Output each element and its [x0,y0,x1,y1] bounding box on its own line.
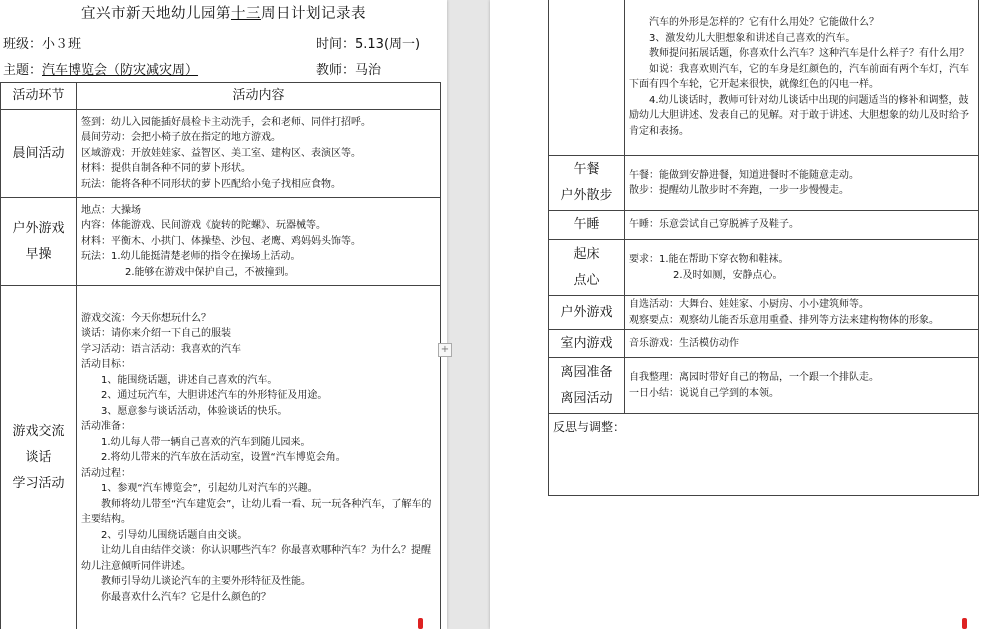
table-row [549,156,979,211]
table-row [549,296,979,330]
time-label: 时间：5.13(周一) [316,37,421,52]
row-label-departure: 离园准备 离园活动 [549,358,625,414]
expand-icon[interactable]: + [438,343,452,357]
plan-table-right [548,0,979,496]
document-page-right [490,0,1000,629]
header-activity-stage: 活动环节 [1,83,77,110]
table-row [549,414,979,496]
row-label-morning: 晨间活动 [1,110,77,198]
row-label-wakeup: 起床 点心 [549,240,625,296]
row-label-outdoor-game: 户外游戏 [549,296,625,330]
table-header-row [1,83,441,110]
table-row [549,358,979,414]
row-label-lunch: 午餐 户外散步 [549,156,625,211]
row-label-nap: 午睡 [549,211,625,240]
row-label-indoor-game: 室内游戏 [549,330,625,358]
teacher-label: 教师：马治 [316,63,382,78]
cursor-mark [962,618,967,629]
row-content-lunch: 午餐：能做到安静进餐，知道进餐时不能随意走动。 散步：提醒幼儿散步时不奔跑，一步一步慢慢走。 [625,156,979,211]
row-content-morning: 签到：幼儿入园能插好晨检卡主动洗手，会和老师、同伴打招呼。 晨间劳动：会把小椅子放在指定的地方游戏。 区域游戏：开放娃娃家、益智区、美工室、建构区、表演区等。 材料：提供自制各种不同的萝卜形状。 玩法：能将各种不同形状的萝卜匹配给小兔子找相应食物。 [77,110,441,198]
row-content-outdoor-exercise: 地点：大操场 内容：体能游戏、民间游戏《旋转的陀螺》、玩器械等。 材料：平衡木、小拱门、体操垫、沙包、老鹰、鸡妈妈头饰等。 玩法：1.幼儿能挺清楚老师的指令在操场上活动。 2.能够在游戏中保护自己，不被撞到。 [77,198,441,286]
reflection-cell: 反思与调整： [549,414,979,496]
table-row [1,198,441,286]
plan-table-left [0,82,441,629]
table-row [549,330,979,358]
cursor-mark [418,618,423,629]
row-label-learning: 游戏交流 谈话 学习活动 [1,286,77,629]
document-title: 宜兴市新天地幼儿园第十三周日计划记录表 [81,6,366,22]
row-content-outdoor-game: 自选活动：大舞台、娃娃家、小厨房、小小建筑师等。 观察要点：观察幼儿能否乐意用重叠、排列等方法来建构物体的形象。 [625,296,979,330]
row-content-continued: 汽车的外形是怎样的？它有什么用处？它能做什么？ 3、激发幼儿大胆想象和讲述自己喜欢的汽车。 教师提问拓展话题，你喜欢什么汽车？这种汽车是什么样子？有什么用？ 如说：我喜欢则汽车，它的车身是红颜色的，汽车前面有两个车灯，汽车下面有四个车轮，它开起来很快，就像红色的闪电一样。 4.幼儿谈话时，教师可针对幼儿谈话中出现的问题适当的修补和调整，鼓励幼儿大胆讲述、发表自己的见解。对于敢于讲述、大胆想象的幼儿及时给予肯定和表扬。 [625,0,979,156]
row-label-continued [549,0,625,156]
table-row [549,240,979,296]
document-page-left [0,0,447,629]
row-content-departure: 自我整理：离园时带好自己的物品，一个跟一个排队走。 一日小结：说说自己学到的本领。 [625,358,979,414]
table-row [549,0,979,156]
header-activity-content: 活动内容 [77,83,441,110]
row-content-learning: 游戏交流：今天你想玩什么？ 谈话：请你来介绍一下自己的服装 学习活动：语言活动：我喜欢的汽车 活动目标： 1、能围绕话题，讲述自己喜欢的汽车。 2、通过玩汽车，大胆讲述汽车的外形特征及用途。 3、愿意参与谈话活动，体验谈话的快乐。 活动准备： 1.幼儿每人带一辆自己喜欢的汽车到随儿园来。 2.将幼儿带来的汽车放在活动室，设置“汽车博览会角。 活动过程： 1、参观“汽车博览会”，引起幼儿对汽车的兴趣。 教师将幼儿带至“汽车建览会”，让幼儿看一看、玩一玩各种汽车，了解车的主要结构。 2、引导幼儿围绕话题自由交谈。 让幼儿自由结伴交谈：你认识哪些汽车？你最喜欢哪种汽车？为什么？提醒幼儿注意倾听同伴讲述。 教师引导幼儿谈论汽车的主要外形特征及性能。 你最喜欢什么汽车？它是什么颜色的？ [77,286,441,629]
table-row [1,286,441,629]
row-content-indoor-game: 音乐游戏：生活模仿动作 [625,330,979,358]
theme-label: 主题：汽车博览会（防灾减灾周） [3,63,199,78]
row-content-wakeup: 要求：1.能在帮助下穿衣物和鞋袜。 2.及时如厕，安静点心。 [625,240,979,296]
class-label: 班级：小３班 [3,37,82,52]
row-label-outdoor-exercise: 户外游戏 早操 [1,198,77,286]
table-row [1,110,441,198]
row-content-nap: 午睡：乐意尝试自己穿脱裤子及鞋子。 [625,211,979,240]
table-row [549,211,979,240]
